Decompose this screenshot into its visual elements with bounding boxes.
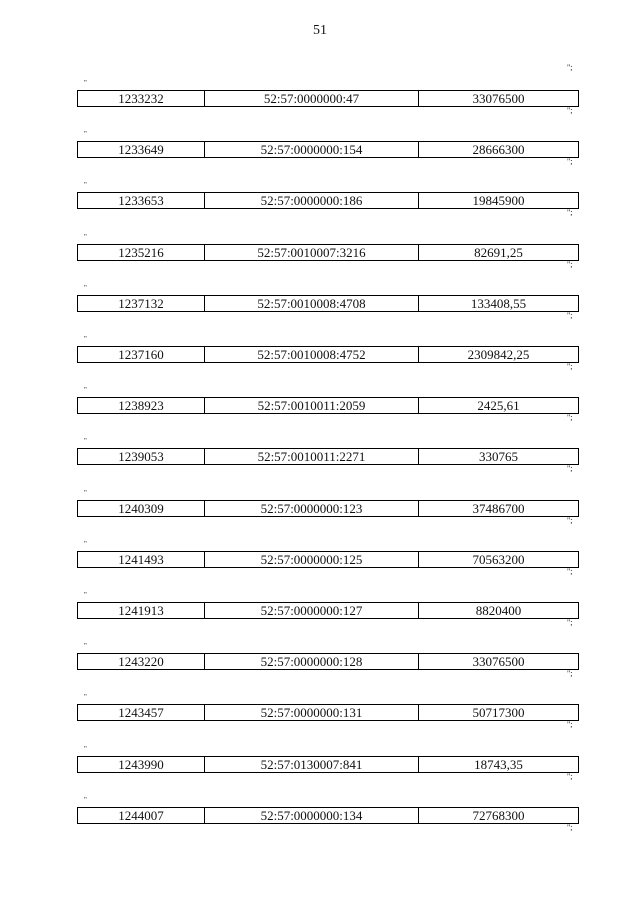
page-number: 51 [313, 23, 327, 38]
cadastral-number-cell: 52:57:0000000:127 [205, 603, 419, 618]
table-row [77, 653, 579, 670]
row-id-cell: 1235216 [78, 245, 205, 260]
value-cell: 50717300 [472, 705, 525, 721]
closing-quote-mark: "; [567, 259, 573, 269]
value-cell: 330765 [479, 449, 518, 465]
value-cell: 72768300 [472, 807, 525, 823]
row-block [0, 694, 640, 745]
row-block [0, 541, 640, 592]
row-block [0, 80, 640, 131]
table-row [77, 500, 579, 517]
cadastral-number-cell: 52:57:0000000:134 [205, 808, 419, 823]
cadastral-number-cell: 52:57:0000000:47 [205, 91, 419, 106]
closing-quote-mark: "; [567, 618, 573, 627]
value-cell: 18743,35 [474, 756, 523, 772]
closing-quote-mark: "; [567, 566, 573, 576]
value-cell: 2309842,25 [467, 347, 530, 362]
row-block [0, 490, 640, 541]
opening-quote-mark: " [84, 437, 87, 446]
opening-quote-mark: " [84, 642, 87, 651]
table-row [77, 141, 579, 158]
opening-quote-mark: " [84, 386, 87, 395]
cadastral-number-cell: 52:57:0010011:2271 [205, 449, 419, 464]
table-row [77, 807, 579, 824]
table-row [77, 192, 579, 209]
value-cell: 37486700 [472, 500, 525, 516]
row-id-cell: 1241913 [78, 603, 205, 618]
row-id-cell: 1241493 [78, 552, 205, 567]
closing-quote-mark: "; [567, 669, 573, 679]
row-id-cell: 1237132 [78, 296, 205, 311]
cadastral-number-cell: 52:57:0000000:131 [205, 705, 419, 720]
row-block [0, 746, 640, 797]
opening-quote-mark: " [84, 232, 87, 241]
row-id-cell: 1243220 [78, 654, 205, 669]
value-cell: 70563200 [472, 551, 525, 567]
row-block [0, 336, 640, 387]
table-row [77, 551, 579, 568]
row-block [0, 285, 640, 336]
closing-quote-mark: "; [567, 310, 573, 320]
opening-quote-mark: " [84, 79, 87, 87]
closing-quote-mark: "; [567, 157, 573, 167]
row-block [0, 234, 640, 285]
cadastral-number-cell: 52:57:0000000:128 [205, 654, 419, 669]
row-id-cell: 1244007 [78, 808, 205, 823]
cadastral-number-cell: 52:57:0000000:154 [205, 142, 419, 157]
opening-quote-mark: " [84, 591, 87, 599]
value-cell: 28666300 [472, 142, 525, 158]
cadastral-number-cell: 52:57:0000000:125 [205, 552, 419, 567]
row-id-cell: 1238923 [78, 398, 205, 413]
row-block [0, 438, 640, 489]
closing-quote-mark: "; [567, 822, 573, 832]
cadastral-number-cell: 52:57:0010007:3216 [205, 245, 419, 260]
table-row [77, 448, 579, 465]
closing-quote-mark: "; [567, 413, 573, 423]
row-block [0, 387, 640, 438]
row-id-cell: 1239053 [78, 449, 205, 464]
cadastral-number-cell: 52:57:0000000:123 [205, 501, 419, 516]
opening-quote-mark: " [84, 795, 87, 804]
closing-quote-mark: "; [567, 720, 573, 730]
closing-quote-mark: "; [567, 515, 573, 525]
closing-quote-mark: "; [567, 464, 573, 474]
value-cell: 82691,25 [474, 244, 523, 260]
opening-quote-mark: " [84, 744, 87, 753]
cadastral-number-cell: 52:57:0010008:4752 [205, 347, 419, 362]
closing-quote-mark: "; [567, 63, 573, 72]
value-cell: 133408,55 [470, 295, 527, 311]
value-cell: 33076500 [472, 91, 525, 106]
table-row [77, 90, 579, 107]
closing-quote-mark: "; [567, 106, 573, 115]
opening-quote-mark: " [84, 130, 87, 139]
table-row [77, 397, 579, 414]
opening-quote-mark: " [84, 181, 87, 190]
value-cell: 33076500 [472, 654, 525, 670]
row-block [0, 131, 640, 182]
row-id-cell: 1237160 [78, 347, 205, 362]
row-block [0, 643, 640, 694]
table-row [77, 704, 579, 721]
table-row [77, 244, 579, 261]
row-id-cell: 1243990 [78, 757, 205, 772]
cadastral-number-cell: 52:57:0000000:186 [205, 193, 419, 208]
row-block [0, 797, 640, 848]
value-cell: 8820400 [475, 603, 522, 618]
cadastral-number-cell: 52:57:0010011:2059 [205, 398, 419, 413]
table-row [77, 295, 579, 312]
cadastral-number-cell: 52:57:0010008:4708 [205, 296, 419, 311]
table-row [77, 756, 579, 773]
table-row [77, 602, 579, 619]
row-id-cell: 1233232 [78, 91, 205, 106]
closing-quote-mark: "; [567, 362, 573, 371]
cadastral-number-cell: 52:57:0130007:841 [205, 757, 419, 772]
closing-quote-mark: "; [567, 771, 573, 781]
row-block [0, 182, 640, 233]
opening-quote-mark: " [84, 335, 87, 343]
opening-quote-mark: " [84, 488, 87, 497]
value-cell: 2425,61 [477, 398, 520, 414]
closing-quote-mark: "; [567, 208, 573, 218]
opening-quote-mark: " [84, 539, 87, 548]
opening-quote-mark: " [84, 283, 87, 292]
row-id-cell: 1233653 [78, 193, 205, 208]
table-row [77, 346, 579, 363]
row-block [0, 592, 640, 643]
opening-quote-mark: " [84, 693, 87, 702]
value-cell: 19845900 [472, 193, 525, 209]
row-id-cell: 1240309 [78, 501, 205, 516]
row-id-cell: 1233649 [78, 142, 205, 157]
row-id-cell: 1243457 [78, 705, 205, 720]
